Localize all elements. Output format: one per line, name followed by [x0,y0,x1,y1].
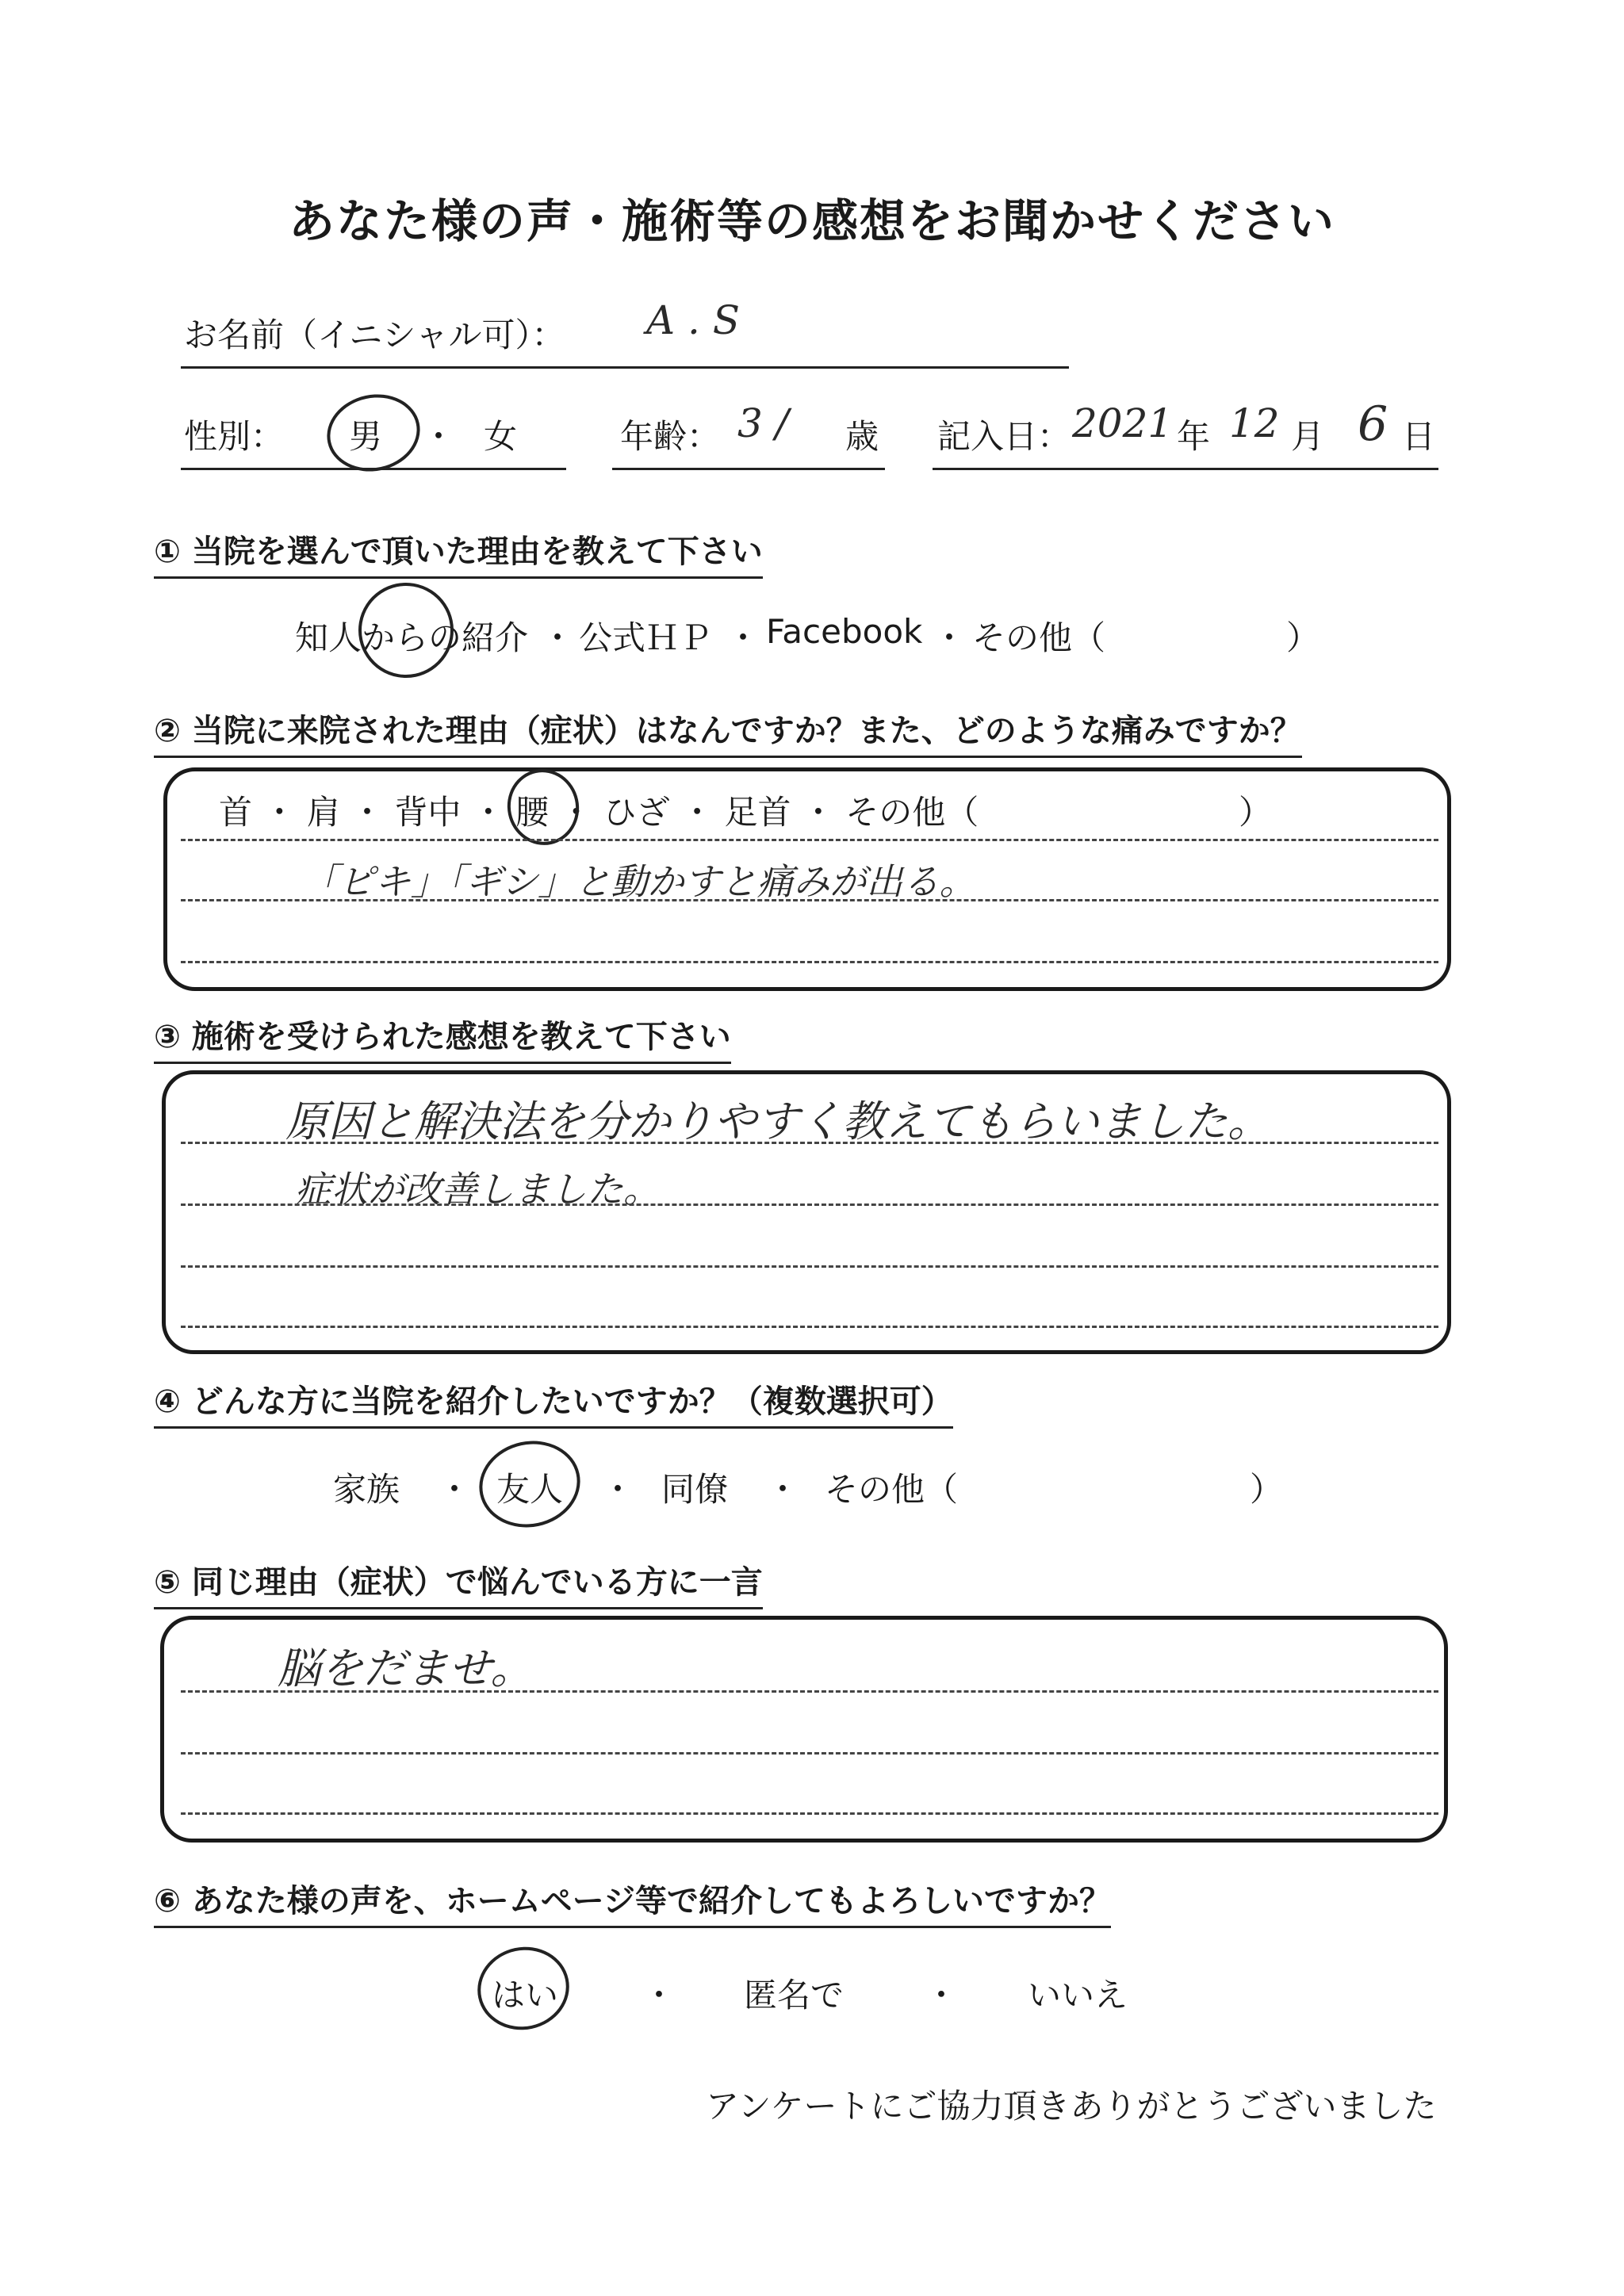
q4-option-coworker[interactable]: 同僚 [661,1470,729,1509]
gender-female[interactable]: 女 [484,417,518,456]
q1-heading: ① 当院を選んで頂いた理由を教えて下さい [154,526,763,579]
gender-label: 性別： [184,417,285,456]
q4-dot-2: ・ [601,1470,635,1509]
q1-option-referral[interactable]: 知人からの紹介 [295,618,529,657]
q4-option-family[interactable]: 家族 [333,1470,400,1509]
age-underline [612,468,885,470]
date-year[interactable]: 2021 [1072,400,1174,446]
footer-thanks: アンケートにご協力頂きありがとうございました [706,2087,1437,2126]
q3-line-4 [181,1326,1438,1328]
q1-dot-1: ・ [541,618,575,657]
q2-heading: ② 当院に来院された理由（症状）はなんですか？また、どのような痛みですか？ [154,706,1302,758]
name-underline [181,366,1069,369]
q2-line-1 [181,839,1438,841]
q6-option-anonymous[interactable]: 匿名で [744,1976,845,2015]
q1-option-website[interactable]: 公式ＨＰ [579,618,713,657]
q6-selected-circle [469,1938,576,2038]
q6-option-yes[interactable]: はい [492,1976,559,2015]
q3-line-3 [181,1265,1438,1268]
date-year-unit: 年 [1177,417,1211,456]
q4-option-other[interactable]: その他（ [825,1470,959,1509]
q1-option-facebook[interactable]: Facebook [766,612,923,651]
date-month[interactable]: 12 [1229,400,1280,446]
q1-selected-circle [350,574,462,687]
age-unit: 歳 [845,417,879,456]
q1-dot-3: ・ [933,618,967,657]
date-label: 記入日： [937,417,1071,456]
gender-selected-circle [320,386,427,480]
q2-answer: 「ピキ」「ギシ」と動かすと痛みが出る。 [301,860,976,903]
q4-close-paren: ） [1250,1470,1284,1509]
q6-option-no[interactable]: いいえ [1028,1976,1128,2015]
q3-answer-line-1: 原因と解決法を分かりやすく教えてもらいました。 [285,1096,1270,1146]
q3-heading: ③ 施術を受けられた感想を教えて下さい [154,1012,731,1064]
q1-dot-2: ・ [726,618,760,657]
age-value[interactable]: 3 / [737,400,789,446]
name-value[interactable]: A . S [646,297,741,343]
q5-answer: 脳をだませ。 [278,1644,534,1693]
name-label: お名前（イニシャル可）： [184,316,565,354]
q4-selected-circle [471,1432,588,1536]
q4-dot-1: ・ [438,1470,472,1509]
gender-dot: ・ [422,417,456,456]
q1-option-other[interactable]: その他（ [972,618,1106,657]
q1-close-paren: ） [1286,618,1320,657]
q5-heading: ⑤ 同じ理由（症状）で悩んでいる方に一言 [154,1557,763,1609]
q3-line-2 [181,1203,1438,1206]
q2-symptom-options[interactable]: 首 ・ 肩 ・ 背中 ・ 腰 ・ ひざ ・ 足首 ・ その他（ [219,793,979,832]
date-day[interactable]: 6 [1358,396,1388,452]
q6-heading: ⑥ あなた様の声を、ホームページ等で紹介してもよろしいですか？ [154,1876,1111,1928]
gender-underline [181,468,566,470]
date-month-unit: 月 [1291,417,1325,456]
q4-option-friend[interactable]: 友人 [496,1470,564,1509]
q4-dot-3: ・ [766,1470,800,1509]
q3-line-1 [181,1142,1438,1144]
q5-line-2 [181,1752,1438,1755]
q3-answer-line-2: 症状が改善しました。 [295,1168,660,1211]
age-label: 年齢： [620,417,721,456]
q5-line-3 [181,1812,1438,1815]
date-day-unit: 日 [1402,417,1436,456]
q4-heading: ④ どんな方に当院を紹介したいですか？（複数選択可） [154,1376,953,1429]
q2-line-2 [181,899,1438,901]
q5-line-1 [181,1690,1438,1693]
q2-close-paren: ） [1239,793,1273,832]
date-underline [933,468,1438,470]
q6-dot-2: ・ [925,1976,959,2015]
q2-line-3 [181,961,1438,963]
gender-male[interactable]: 男 [349,417,383,456]
q6-dot-1: ・ [642,1976,676,2015]
page-title: あなた様の声・施術等の感想をお聞かせください [288,194,1335,248]
